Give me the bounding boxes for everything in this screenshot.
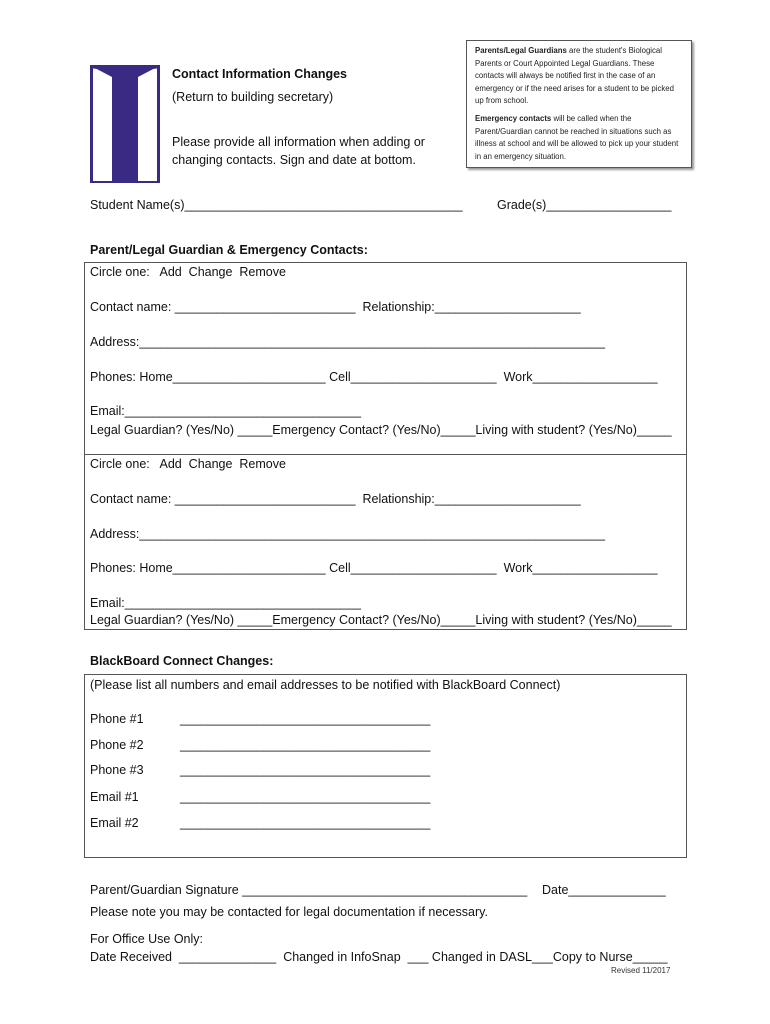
instructions-line-1: Please provide all information when adding or	[172, 135, 425, 149]
phone-2-label: Phone #2	[90, 738, 144, 752]
contact-2-email-field[interactable]: Email:__________________________________	[90, 596, 362, 610]
email-1-label: Email #1	[90, 790, 139, 804]
school-logo-icon	[90, 65, 160, 183]
emergency-info: Emergency contacts will be called when the Parent/Guardian cannot be reached in situations such as illness at school and will be allowed to pick up your student in an emergency situation.	[475, 113, 679, 161]
office-use-heading: For Office Use Only:	[90, 932, 203, 946]
phone-1-label: Phone #1	[90, 712, 144, 726]
contact-2-phones-field[interactable]: Phones: Home______________________ Cell_____________________ Work__________________	[90, 561, 658, 575]
contact-2-action[interactable]: Circle one: Add Change Remove	[90, 457, 286, 471]
instructions-line-2: changing contacts. Sign and date at bottom.	[172, 153, 416, 167]
page-title: Contact Information Changes	[172, 67, 348, 81]
email-2-field[interactable]: ____________________________________	[180, 816, 431, 830]
contact-2-name-field[interactable]: Contact name: __________________________ Relationship:_____________________	[90, 492, 581, 506]
phone-1-field[interactable]: ____________________________________	[180, 712, 431, 726]
info-box	[466, 40, 692, 168]
contact-1-name-field[interactable]: Contact name: __________________________ Relationship:_____________________	[90, 300, 581, 314]
office-use-line: Date Received ______________ Changed in InfoSnap ___ Changed in DASL___Copy to Nurse_____	[90, 950, 668, 964]
guardians-info: Parents/Legal Guardians are the student's Biological Parents or Court Appointed Legal Guardians. These contacts will always be notified first in the case of an emergency or if the need arises for a student to be picked up from school.	[475, 46, 674, 106]
contact-1-action[interactable]: Circle one: Add Change Remove	[90, 265, 286, 279]
contact-1-address-field[interactable]: Address:___________________________________________________________________	[90, 335, 606, 349]
blackboard-heading: BlackBoard Connect Changes:	[90, 654, 274, 668]
grade-field[interactable]: Grade(s)__________________	[497, 198, 672, 212]
signature-field[interactable]: Parent/Guardian Signature _________________________________________	[90, 883, 528, 897]
contacts-heading: Parent/Legal Guardian & Emergency Contacts:	[90, 243, 368, 257]
page-subtitle: (Return to building secretary)	[172, 90, 334, 104]
phone-3-field[interactable]: ____________________________________	[180, 763, 431, 777]
phone-3-label: Phone #3	[90, 763, 144, 777]
student-name-field[interactable]: Student Name(s)________________________________________	[90, 198, 463, 212]
date-field[interactable]: Date______________	[542, 883, 666, 897]
revised-date: Revised 11/2017	[611, 966, 671, 975]
contact-2-flags[interactable]: Legal Guardian? (Yes/No) _____Emergency Contact? (Yes/No)_____Living with student? (Yes/No)_____	[90, 613, 672, 627]
contact-1-flags[interactable]: Legal Guardian? (Yes/No) _____Emergency Contact? (Yes/No)_____Living with student? (Yes/No)_____	[90, 423, 672, 437]
email-2-label: Email #2	[90, 816, 139, 830]
contact-2-address-field[interactable]: Address:___________________________________________________________________	[90, 527, 606, 541]
contact-1-email-field[interactable]: Email:__________________________________	[90, 404, 362, 418]
legal-note: Please note you may be contacted for legal documentation if necessary.	[90, 905, 488, 919]
phone-2-field[interactable]: ____________________________________	[180, 738, 431, 752]
blackboard-note: (Please list all numbers and email addresses to be notified with BlackBoard Connect)	[90, 678, 561, 692]
contact-1-phones-field[interactable]: Phones: Home______________________ Cell_____________________ Work__________________	[90, 370, 658, 384]
email-1-field[interactable]: ____________________________________	[180, 790, 431, 804]
